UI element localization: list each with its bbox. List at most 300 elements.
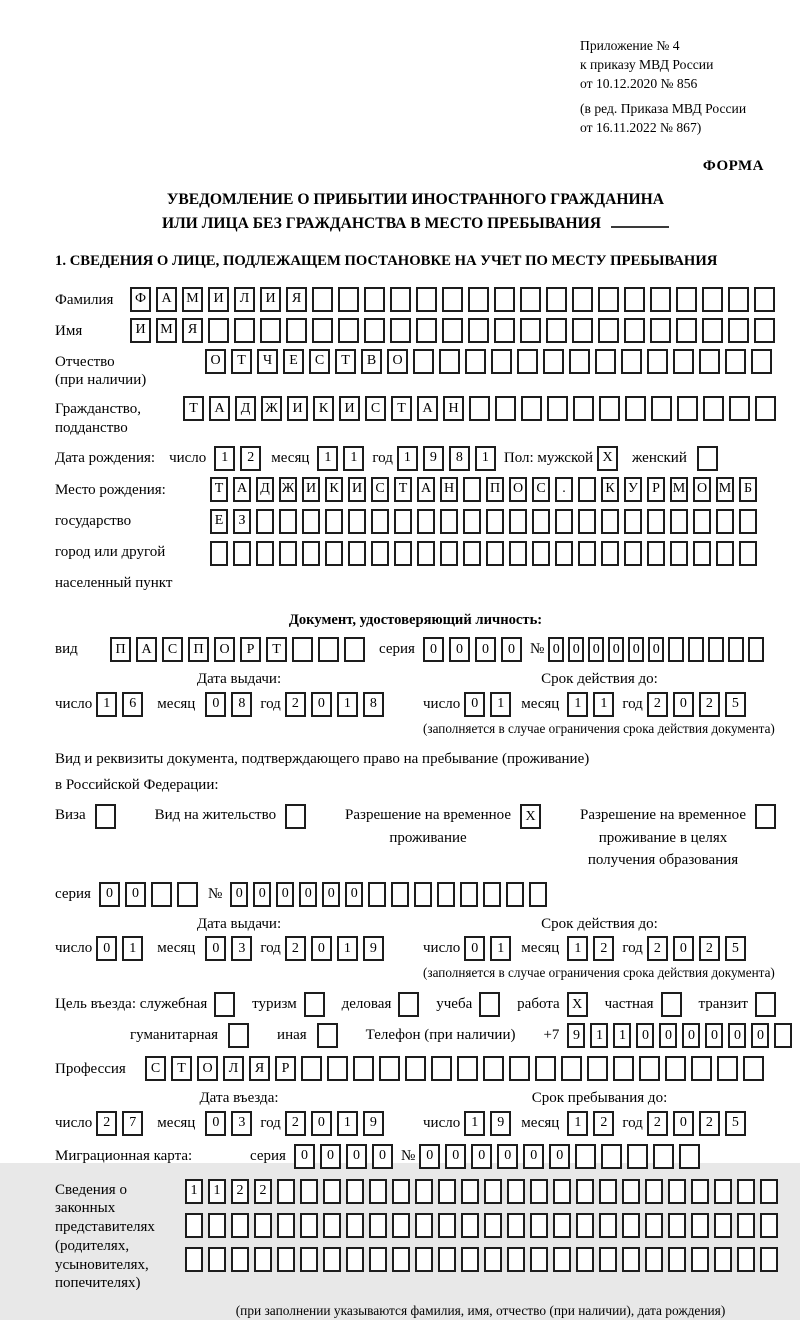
form-cell: 0 [99,882,120,907]
form-cell [468,287,489,312]
form-cell [495,396,516,421]
form-cell [325,541,343,566]
form-cell: М [156,318,177,343]
identity-issue-day-label: число [55,695,93,712]
form-title-line-2-wrap [55,212,776,236]
form-cell [572,318,593,343]
representatives-block [55,1177,776,1294]
form-cell: А [233,477,251,502]
form-cell [668,1213,686,1238]
form-cell [578,509,596,534]
form-cell: 2 [699,936,720,961]
residence-expiry-year-label: год [622,940,643,957]
residence-issue-year-cells [285,936,384,961]
stay-month-cells [567,1111,614,1136]
form-cell [491,349,512,374]
form-cell [346,1179,364,1204]
birth-month-label: месяц [271,449,310,466]
form-cell [468,318,489,343]
form-cell: 0 [682,1023,700,1048]
form-cell: И [208,287,229,312]
form-cell [233,541,251,566]
purpose-business-checkbox [398,992,419,1017]
option-temp-residence-education [580,804,776,872]
option-residence-permit [155,804,306,829]
option-temp-residence [345,804,541,849]
form-cell: С [309,349,330,374]
form-cell [394,509,412,534]
entry-date [55,1111,423,1136]
representatives-row-2 [185,1213,778,1238]
form-cell: X [597,446,618,471]
residence-issue-month-label: месяц [157,940,196,957]
purpose-official-label: Цель въезда: служебная [55,995,208,1012]
form-cell: А [209,396,230,421]
purpose-other-checkbox [317,1023,338,1048]
form-cell: Д [235,396,256,421]
form-cell [256,509,274,534]
purpose-humanitarian-checkbox [228,1023,249,1048]
representatives-label-1: Сведения о [55,1181,127,1198]
birth-place-label-1: Место рождения: [55,481,166,498]
profession-cells [145,1056,764,1081]
form-cell [624,318,645,343]
form-cell: 9 [567,1023,585,1048]
form-cell: 1 [567,936,588,961]
form-cell [438,1247,456,1272]
form-cell [716,509,734,534]
form-cell: О [214,637,235,662]
form-cell [728,287,749,312]
surname-row [55,287,776,312]
form-cell [650,318,671,343]
form-cell [755,992,776,1017]
form-cell: X [520,804,541,829]
form-cell [725,349,746,374]
form-cell: 0 [673,692,694,717]
form-cell: К [601,477,619,502]
form-cell [569,349,590,374]
residence-expiry-date [423,936,776,961]
form-cell [484,1213,502,1238]
residence-issue-month-cells [205,936,252,961]
purpose-tourism [252,992,325,1017]
form-cell: 0 [628,637,644,662]
form-cell [151,882,172,907]
form-cell [461,1247,479,1272]
form-cell [645,1179,663,1204]
form-cell [279,509,297,534]
form-cell [599,1179,617,1204]
identity-expiry-month-cells [567,692,614,717]
option-visa-label: Виза [55,807,86,824]
form-cell: 2 [699,1111,720,1136]
form-cell: С [162,637,183,662]
identity-issue-year-label: год [260,695,281,712]
form-cell: М [716,477,734,502]
sex-male-checkbox [597,446,618,471]
amendment-line-1: (в ред. Приказа МВД России [580,101,747,117]
form-cell: 0 [294,1144,315,1169]
stay-until-heading: Срок пребывания до: [531,1089,668,1106]
form-cell: 0 [588,637,604,662]
form-cell [587,1056,608,1081]
form-cell [346,1213,364,1238]
form-cell [301,1056,322,1081]
birth-place-block [55,477,776,605]
form-cell [484,1179,502,1204]
form-cell [438,1213,456,1238]
form-cell [553,1247,571,1272]
option-temp-residence-education-label-line-3: получения образования [587,852,739,869]
form-cell: И [339,396,360,421]
form-cell [751,349,772,374]
purpose-business-label: деловая [341,995,392,1012]
annex-reference-block [580,36,776,137]
form-cell: 0 [311,936,332,961]
form-cell [624,287,645,312]
form-cell: О [205,349,226,374]
form-cell [717,1056,738,1081]
form-cell: 7 [122,1111,143,1136]
residence-issue-heading: Дата выдачи: [196,915,282,932]
stay-day-label: число [423,1114,461,1131]
residence-doc-intro-line-2: в Российской Федерации: [55,776,219,793]
form-cell: 0 [230,882,248,907]
residence-expiry-month-label: месяц [521,940,560,957]
birth-year-cells [397,446,496,471]
form-cell [555,541,573,566]
form-cell [651,396,672,421]
form-cell: А [156,287,177,312]
representatives-label-2: законных [55,1200,116,1217]
patronymic-cells [205,349,772,374]
form-cell: 0 [464,936,485,961]
residence-expiry-day-cells [464,936,511,961]
form-cell [323,1247,341,1272]
entry-day-cells [96,1111,143,1136]
form-cell [653,1144,674,1169]
form-cell [413,349,434,374]
form-cell: 2 [240,446,261,471]
form-cell [691,1056,712,1081]
representatives-label-3: представителях [55,1219,155,1236]
option-temp-residence-education-label-line-1: Разрешение на временное [580,807,746,824]
form-cell: 0 [636,1023,654,1048]
form-cell [739,541,757,566]
form-cell [737,1179,755,1204]
form-cell: А [136,637,157,662]
form-cell: 1 [567,692,588,717]
form-cell [754,287,775,312]
residence-doc-options [55,804,776,872]
given-name-cells [130,318,775,343]
form-cell: С [365,396,386,421]
form-cell [461,1179,479,1204]
form-cell: 1 [337,936,358,961]
form-cell: 1 [337,1111,358,1136]
form-cell [463,541,481,566]
residence-expiry-month-cells [567,936,614,961]
form-cell: 3 [231,1111,252,1136]
purpose-private-checkbox [661,992,682,1017]
form-cell [543,349,564,374]
form-cell [346,1247,364,1272]
identity-doc-heading: Документ, удостоверяющий личность: [288,611,543,628]
form-cell: Т [391,396,412,421]
form-cell [414,882,432,907]
form-cell: Т [394,477,412,502]
form-cell [676,287,697,312]
form-cell: 0 [471,1144,492,1169]
identity-expiry-note: (заполняется в случае ограничения срока действия документа) [423,720,775,736]
form-cell [394,541,412,566]
form-cell [670,509,688,534]
form-cell [688,637,704,662]
migration-number-cells [419,1144,700,1169]
form-cell: 0 [346,1144,367,1169]
form-cell [208,1213,226,1238]
birth-month-cells [317,446,364,471]
form-cell: Я [249,1056,270,1081]
form-cell [323,1179,341,1204]
form-cell: 1 [613,1023,631,1048]
form-cell: 2 [254,1179,272,1204]
form-cell: 1 [490,692,511,717]
patronymic-label-line-2: (при наличии) [55,372,147,389]
form-cell [699,349,720,374]
form-cell [645,1247,663,1272]
form-cell [691,1179,709,1204]
form-cell [300,1213,318,1238]
patronymic-label-line-1: Отчество [55,353,115,370]
birth-date-label: Дата рождения: [55,449,156,466]
entry-date-block [55,1089,423,1136]
residence-issue-day-label: число [55,940,93,957]
form-cell [599,1247,617,1272]
form-cell: С [532,477,550,502]
form-cell [535,1056,556,1081]
form-cell [338,287,359,312]
identity-doc-type-label: вид [55,640,78,657]
form-cell [621,349,642,374]
form-cell [483,1056,504,1081]
citizenship-cells [183,396,776,421]
form-cell [379,1056,400,1081]
form-cell [624,509,642,534]
form-cell [714,1247,732,1272]
representatives-row-1 [185,1179,778,1204]
form-cell [371,541,389,566]
citizenship-label-line-1: Гражданство, [55,401,142,418]
form-cell: 0 [345,882,363,907]
form-cell [622,1247,640,1272]
form-cell [613,1056,634,1081]
purpose-private-label: частная [604,995,654,1012]
form-cell [697,446,718,471]
birth-place-label-3: город или другой [55,543,166,560]
form-cell: Е [283,349,304,374]
identity-expiry-block [423,670,776,737]
form-cell [364,287,385,312]
identity-expiry-date [423,692,776,717]
form-cell [439,349,460,374]
form-cell [661,992,682,1017]
form-cell: 1 [397,446,418,471]
form-cell [673,349,694,374]
form-cell: Н [440,477,458,502]
form-cell [208,1247,226,1272]
form-cell [693,541,711,566]
form-cell: 2 [593,1111,614,1136]
residence-doc-number-cells [230,882,547,907]
form-cell [572,287,593,312]
form-cell [254,1247,272,1272]
form-cell: 0 [311,692,332,717]
form-cell: 0 [728,1023,746,1048]
option-visa-checkbox [95,804,116,829]
form-cell [95,804,116,829]
stay-until-date [423,1111,776,1136]
form-cell: П [110,637,131,662]
identity-issue-day-cells [96,692,143,717]
form-cell [708,637,724,662]
option-temp-residence-label-line-1: Разрешение на временное [345,807,512,824]
form-cell: 0 [475,637,496,662]
form-cell [760,1179,778,1204]
form-cell [364,318,385,343]
form-cell: 8 [449,446,470,471]
form-cell [353,1056,374,1081]
surname-label: Фамилия [55,291,114,308]
form-cell [506,882,524,907]
form-cell: Л [234,287,255,312]
form-cell: 0 [372,1144,393,1169]
form-cell [507,1179,525,1204]
form-cell: 0 [523,1144,544,1169]
form-cell: 0 [549,1144,570,1169]
form-cell [440,509,458,534]
form-cell: 8 [363,692,384,717]
purpose-official-checkbox [214,992,235,1017]
form-cell [647,349,668,374]
form-cell: 6 [122,692,143,717]
form-cell [665,1056,686,1081]
form-cell: Ж [279,477,297,502]
form-cell: Т [231,349,252,374]
form-cell [260,318,281,343]
form-cell [317,1023,338,1048]
sex-male-label: Пол: мужской [503,449,594,466]
stay-year-cells [647,1111,746,1136]
form-cell: В [361,349,382,374]
form-cell [729,396,750,421]
form-title-line-1: УВЕДОМЛЕНИЕ О ПРИБЫТИИ ИНОСТРАННОГО ГРАЖДАНИНА [166,190,665,208]
form-cell [479,992,500,1017]
form-cell [344,637,365,662]
identity-expiry-heading: Срок действия до: [541,670,658,687]
stay-month-label: месяц [521,1114,560,1131]
identity-issue-block [55,670,423,737]
form-cell: 0 [445,1144,466,1169]
form-cell [277,1179,295,1204]
annex-line-3: от 10.12.2020 № 856 [580,76,698,92]
form-cell: 1 [590,1023,608,1048]
identity-expiry-year-label: год [622,695,643,712]
form-cell [486,509,504,534]
form-cell [691,1213,709,1238]
form-cell: 5 [725,1111,746,1136]
form-cell: И [130,318,151,343]
form-cell [440,541,458,566]
form-cell [415,1213,433,1238]
residence-doc-series-label: серия [55,885,91,902]
form-cell [392,1247,410,1272]
form-cell [561,1056,582,1081]
form-cell [509,541,527,566]
form-cell [714,1213,732,1238]
stay-year-label: год [622,1114,643,1131]
form-cell: 1 [475,446,496,471]
citizenship-row [55,396,776,438]
identity-doc-row [55,637,776,662]
purpose-other-label: иная [277,1026,307,1043]
form-cell [760,1213,778,1238]
annex-line-1: Приложение № 4 [580,38,680,53]
identity-doc-type-cells [110,637,365,662]
form-cell: Р [240,637,261,662]
form-cell: 5 [725,936,746,961]
form-cell: 0 [419,1144,440,1169]
form-cell [463,477,481,502]
birth-place-label-4: населенный пункт [55,574,173,591]
form-cell [417,541,435,566]
form-cell [576,1179,594,1204]
form-cell: 0 [322,882,340,907]
form-cell: П [188,637,209,662]
form-cell: 1 [122,936,143,961]
form-cell [532,541,550,566]
form-cell [573,396,594,421]
identity-doc-series-label: серия [379,640,415,657]
form-cell [739,509,757,534]
identity-expiry-day-cells [464,692,511,717]
given-name-row [55,318,776,343]
form-cell [185,1247,203,1272]
form-cell: 1 [317,446,338,471]
form-cell: О [197,1056,218,1081]
migration-card-row [55,1144,776,1169]
form-cell [624,541,642,566]
form-cell: Е [210,509,228,534]
residence-expiry-day-label: число [423,940,461,957]
form-cell: 1 [490,936,511,961]
form-cell [702,318,723,343]
stay-day-cells [464,1111,511,1136]
annex-line-2: к приказу МВД России [580,57,714,73]
form-cell [553,1213,571,1238]
form-cell [530,1247,548,1272]
form-cell [743,1056,764,1081]
migration-series-label: серия [250,1147,286,1164]
form-cell [231,1213,249,1238]
form-cell [691,1247,709,1272]
form-cell: 2 [647,692,668,717]
form-cell: 8 [231,692,252,717]
migration-number-label: № [400,1147,416,1164]
form-cell [438,1179,456,1204]
form-cell [760,1247,778,1272]
